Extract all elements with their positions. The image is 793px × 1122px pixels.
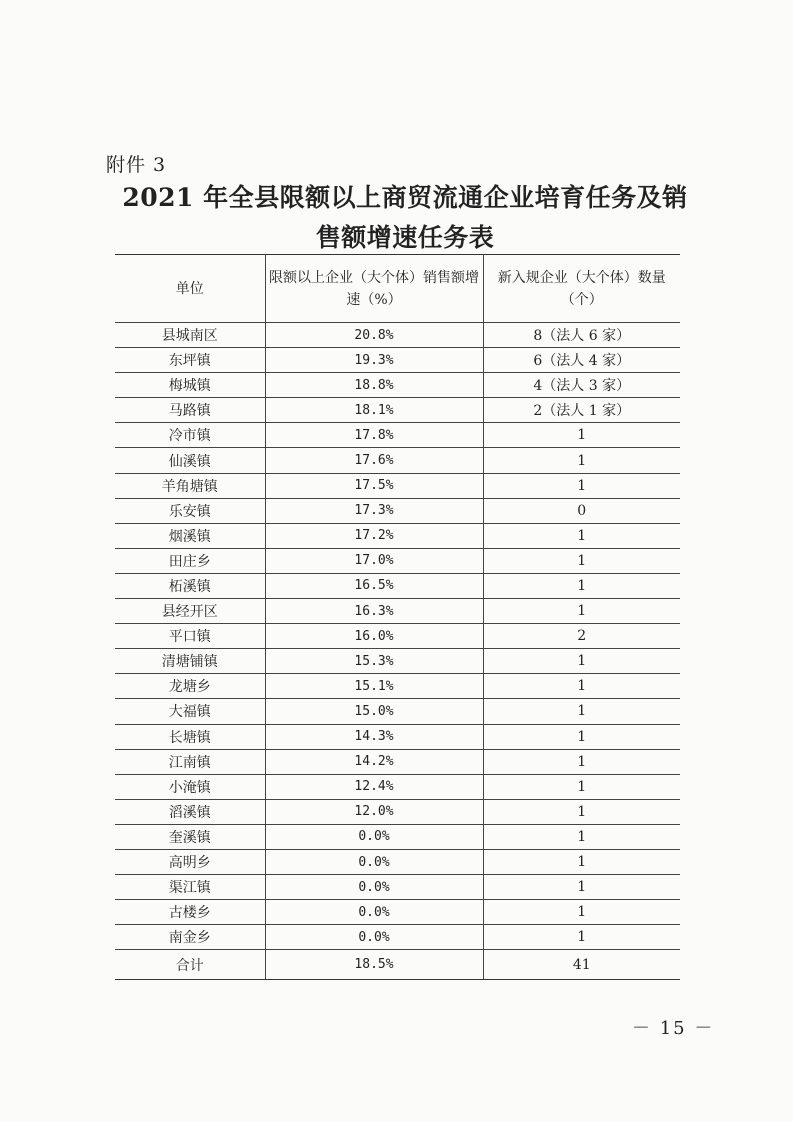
cell-sales-growth: 0.0%	[265, 824, 483, 849]
cell-sales-growth: 17.8%	[265, 423, 483, 448]
cell-sales-growth: 18.1%	[265, 398, 483, 423]
table-row	[115, 348, 680, 373]
table-row	[115, 799, 680, 824]
cell-unit: 柘溪镇	[115, 573, 265, 598]
cell-unit: 梅城镇	[115, 373, 265, 398]
attachment-label: 附件 3	[106, 154, 167, 176]
cell-new-enterprises: 8（法人 6 家）	[483, 323, 680, 348]
table-row	[115, 900, 680, 925]
cell-sales-growth: 16.5%	[265, 573, 483, 598]
cell-sales-growth: 19.3%	[265, 348, 483, 373]
cell-sales-growth: 16.0%	[265, 624, 483, 649]
cell-sales-growth: 17.0%	[265, 548, 483, 573]
table-row	[115, 774, 680, 799]
cell-new-enterprises: 1	[483, 774, 680, 799]
table-row	[115, 573, 680, 598]
cell-new-enterprises: 1	[483, 749, 680, 774]
table-row	[115, 674, 680, 699]
table-row	[115, 699, 680, 724]
table-row	[115, 649, 680, 674]
table-row	[115, 523, 680, 548]
cell-unit: 烟溪镇	[115, 523, 265, 548]
cell-new-enterprises: 1	[483, 849, 680, 874]
cell-new-enterprises: 1	[483, 473, 680, 498]
cell-new-enterprises: 1	[483, 573, 680, 598]
total-cell-new-enterprises: 41	[483, 950, 680, 980]
task-table	[115, 254, 680, 980]
cell-unit: 长塘镇	[115, 724, 265, 749]
cell-unit: 马路镇	[115, 398, 265, 423]
cell-unit: 高明乡	[115, 849, 265, 874]
cell-sales-growth: 18.8%	[265, 373, 483, 398]
cell-new-enterprises: 6（法人 4 家）	[483, 348, 680, 373]
table-row	[115, 498, 680, 523]
header-new-enterprises: 新入规企业（大个体）数量（个）	[483, 255, 680, 323]
cell-sales-growth: 15.3%	[265, 649, 483, 674]
cell-unit: 仙溪镇	[115, 448, 265, 473]
cell-sales-growth: 16.3%	[265, 599, 483, 624]
table-row	[115, 824, 680, 849]
document-title	[100, 178, 710, 258]
cell-new-enterprises: 1	[483, 599, 680, 624]
cell-new-enterprises: 1	[483, 523, 680, 548]
cell-sales-growth: 15.0%	[265, 699, 483, 724]
cell-unit: 乐安镇	[115, 498, 265, 523]
cell-unit: 渠江镇	[115, 875, 265, 900]
cell-new-enterprises: 0	[483, 498, 680, 523]
cell-sales-growth: 0.0%	[265, 900, 483, 925]
cell-new-enterprises: 1	[483, 649, 680, 674]
cell-new-enterprises: 1	[483, 925, 680, 950]
title-line-1: 2021 年全县限额以上商贸流通企业培育任务及销	[122, 183, 688, 212]
cell-unit: 田庄乡	[115, 548, 265, 573]
cell-new-enterprises: 1	[483, 824, 680, 849]
cell-new-enterprises: 1	[483, 674, 680, 699]
cell-sales-growth: 0.0%	[265, 849, 483, 874]
table-row	[115, 548, 680, 573]
table-row	[115, 724, 680, 749]
cell-unit: 古楼乡	[115, 900, 265, 925]
cell-new-enterprises: 4（法人 3 家）	[483, 373, 680, 398]
table-header-row	[115, 255, 680, 323]
cell-unit: 滔溪镇	[115, 799, 265, 824]
table-row	[115, 323, 680, 348]
table-row	[115, 624, 680, 649]
total-cell-unit: 合计	[115, 950, 265, 980]
cell-unit: 平口镇	[115, 624, 265, 649]
cell-unit: 龙塘乡	[115, 674, 265, 699]
cell-unit: 小淹镇	[115, 774, 265, 799]
table-row	[115, 473, 680, 498]
cell-new-enterprises: 1	[483, 900, 680, 925]
cell-sales-growth: 0.0%	[265, 925, 483, 950]
cell-sales-growth: 0.0%	[265, 875, 483, 900]
cell-unit: 南金乡	[115, 925, 265, 950]
table-row	[115, 599, 680, 624]
cell-sales-growth: 14.2%	[265, 749, 483, 774]
cell-unit: 奎溪镇	[115, 824, 265, 849]
cell-new-enterprises: 1	[483, 448, 680, 473]
cell-sales-growth: 14.3%	[265, 724, 483, 749]
cell-unit: 大福镇	[115, 699, 265, 724]
cell-sales-growth: 12.4%	[265, 774, 483, 799]
table-row	[115, 849, 680, 874]
page-number: － 15 －	[632, 1018, 715, 1039]
cell-sales-growth: 15.1%	[265, 674, 483, 699]
table-row	[115, 925, 680, 950]
cell-sales-growth: 17.3%	[265, 498, 483, 523]
cell-unit: 县城南区	[115, 323, 265, 348]
cell-new-enterprises: 1	[483, 799, 680, 824]
cell-new-enterprises: 1	[483, 724, 680, 749]
cell-unit: 东坪镇	[115, 348, 265, 373]
cell-unit: 江南镇	[115, 749, 265, 774]
table-row	[115, 423, 680, 448]
table-body	[115, 323, 680, 980]
table-row	[115, 749, 680, 774]
cell-unit: 清塘铺镇	[115, 649, 265, 674]
cell-unit: 县经开区	[115, 599, 265, 624]
cell-new-enterprises: 1	[483, 423, 680, 448]
table-row	[115, 875, 680, 900]
cell-new-enterprises: 1	[483, 548, 680, 573]
table-row	[115, 373, 680, 398]
cell-new-enterprises: 1	[483, 875, 680, 900]
cell-new-enterprises: 1	[483, 699, 680, 724]
cell-sales-growth: 17.6%	[265, 448, 483, 473]
cell-new-enterprises: 2（法人 1 家）	[483, 398, 680, 423]
cell-sales-growth: 20.8%	[265, 323, 483, 348]
cell-new-enterprises: 2	[483, 624, 680, 649]
title-line-2: 售额增速任务表	[315, 223, 495, 252]
cell-sales-growth: 17.2%	[265, 523, 483, 548]
table-row	[115, 448, 680, 473]
cell-unit: 冷市镇	[115, 423, 265, 448]
cell-unit: 羊角塘镇	[115, 473, 265, 498]
cell-sales-growth: 17.5%	[265, 473, 483, 498]
header-unit: 单位	[115, 255, 265, 323]
total-cell-sales-growth: 18.5%	[265, 950, 483, 980]
table-row	[115, 398, 680, 423]
header-sales-growth: 限额以上企业（大个体）销售额增速（%）	[265, 255, 483, 323]
table-total-row	[115, 950, 680, 980]
cell-sales-growth: 12.0%	[265, 799, 483, 824]
